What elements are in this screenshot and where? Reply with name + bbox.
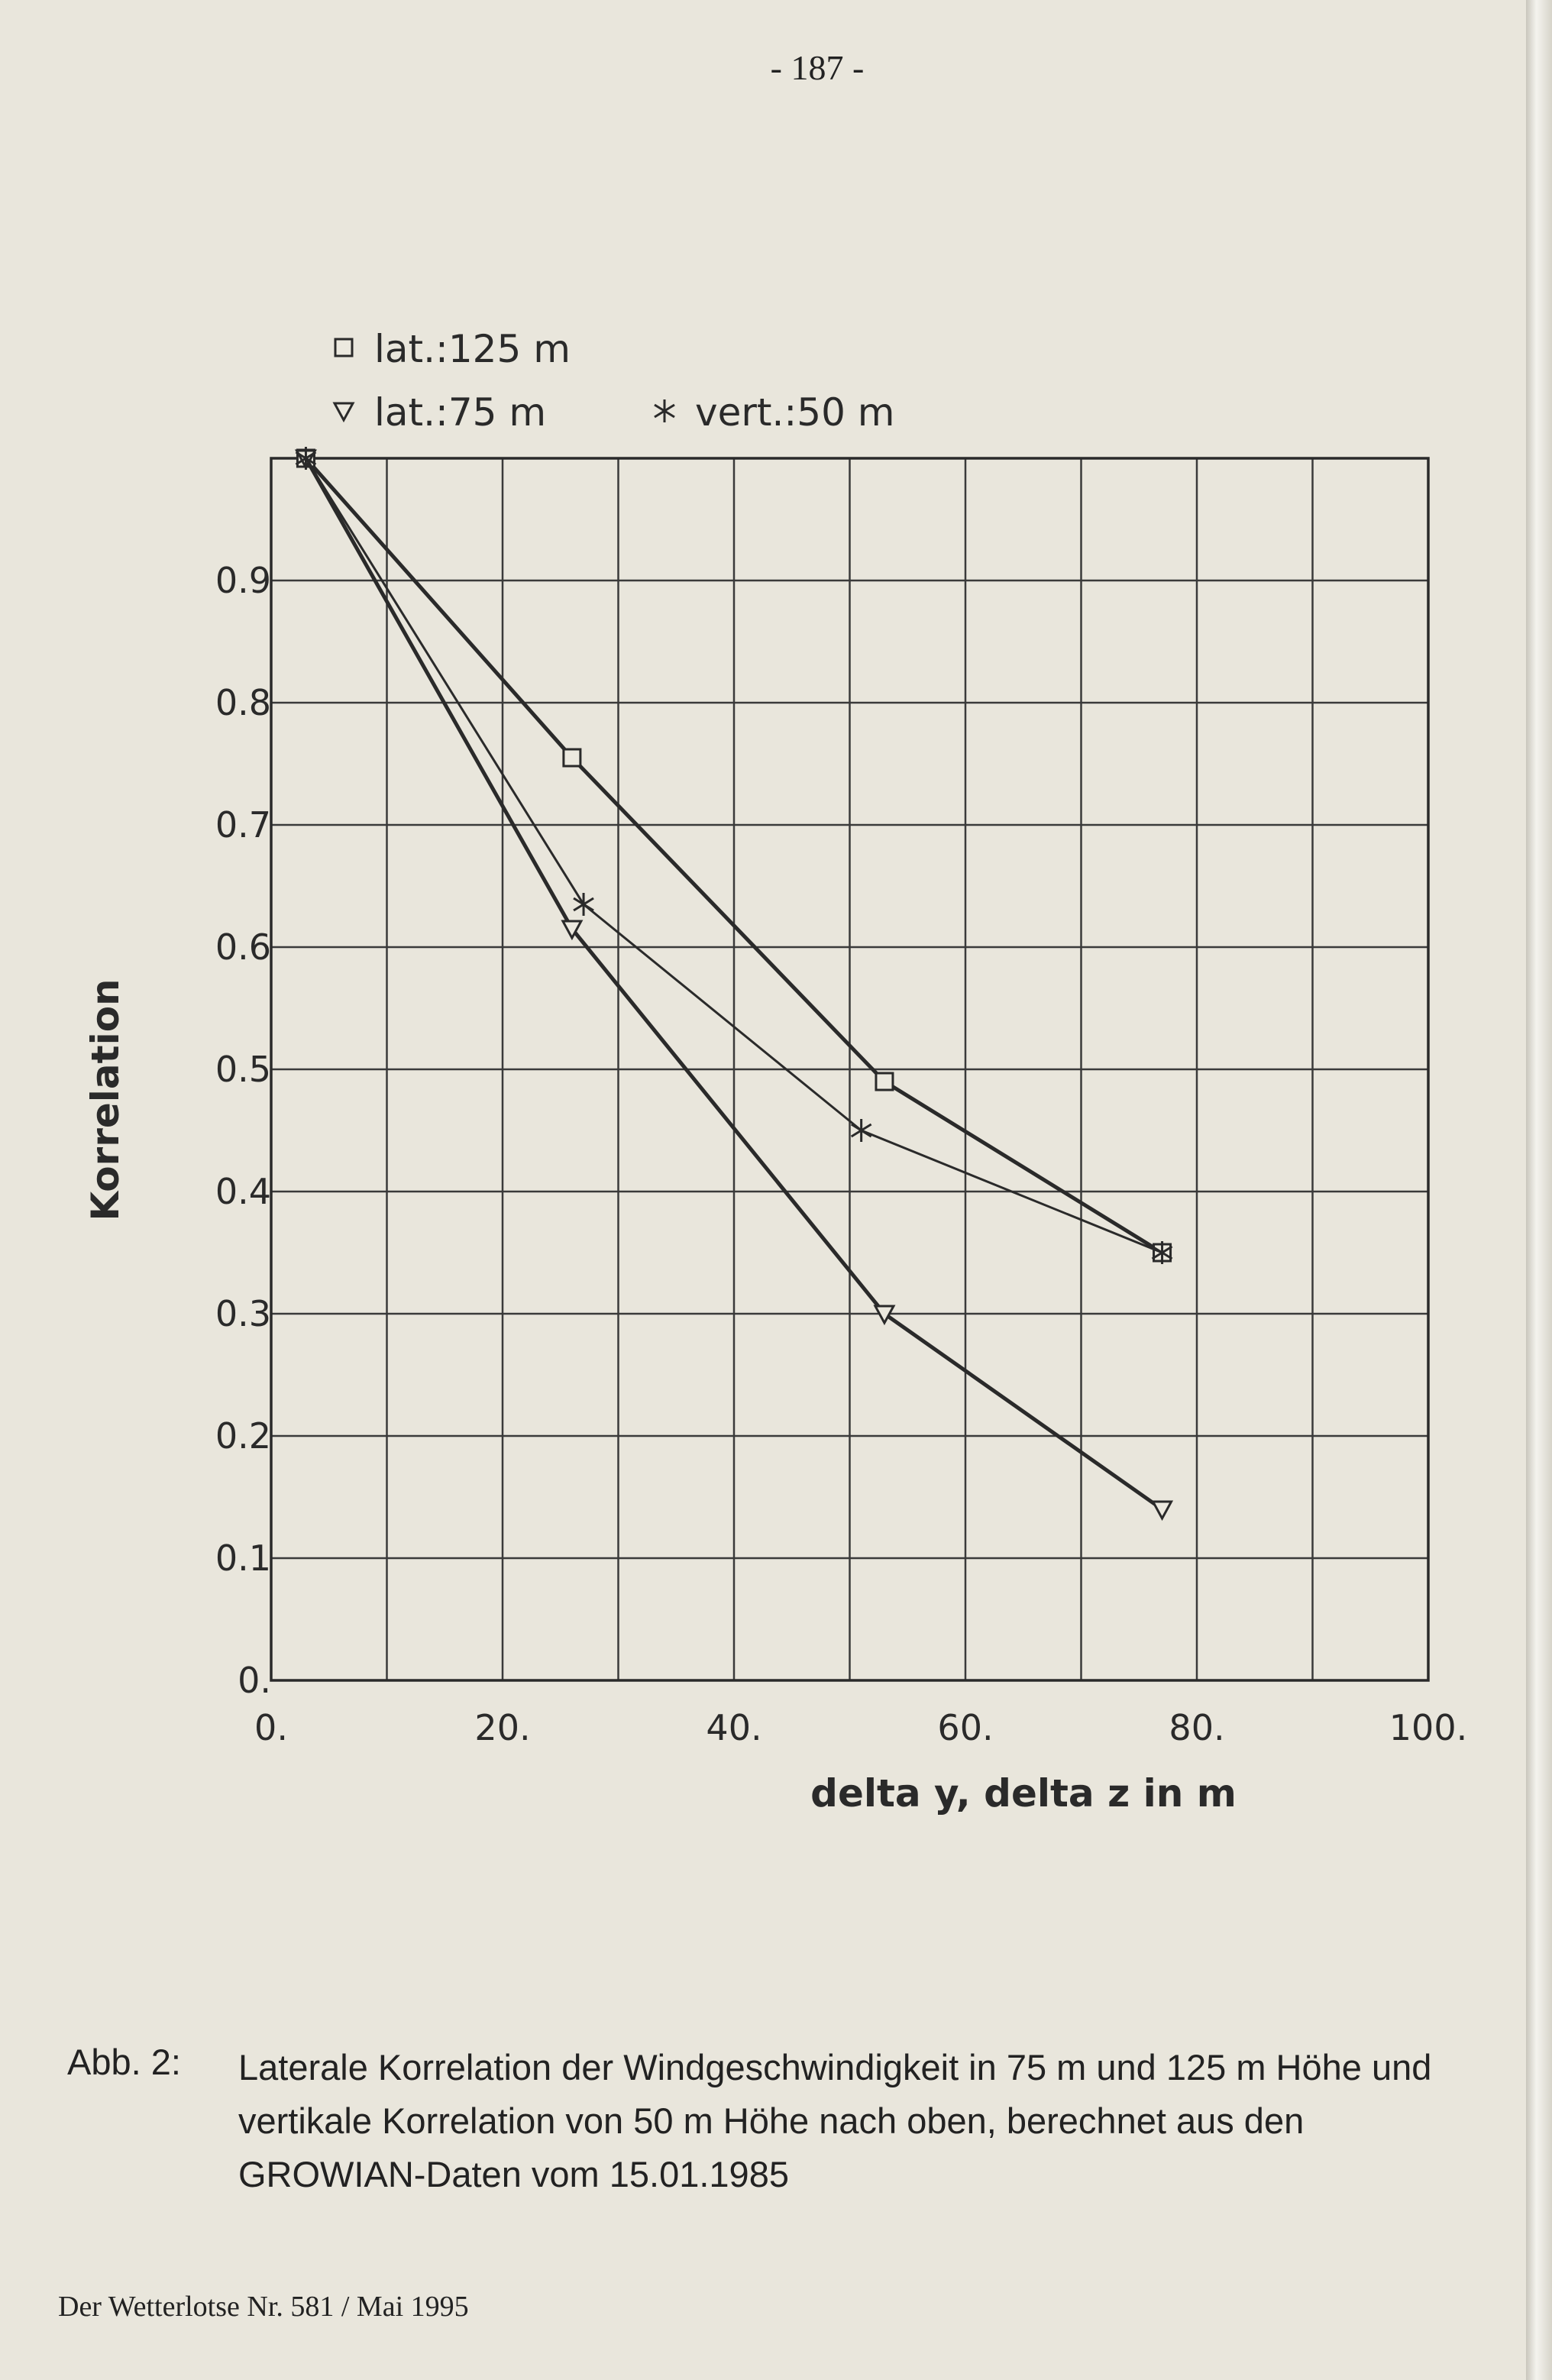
legend-label: vert.:50 m: [695, 390, 895, 435]
data-point-triangle: [335, 403, 353, 420]
y-axis-title: Korrelation: [83, 978, 128, 1221]
axes: [83, 458, 1467, 1816]
grid: [271, 458, 1428, 1680]
data-point-square: [335, 339, 352, 356]
data-point-asterisk: [655, 399, 674, 422]
caption-label: Abb. 2:: [67, 2042, 181, 2082]
footer: Der Wetterlotse Nr. 581 / Mai 1995: [58, 2291, 469, 2323]
y-tick-label: 0.: [238, 1660, 271, 1701]
x-tick-label: 40.: [706, 1707, 762, 1748]
x-tick-label: 0.: [254, 1707, 288, 1748]
legend-item: [655, 390, 894, 435]
data-point-asterisk: [852, 1119, 871, 1142]
x-axis-title: delta y, delta z in m: [810, 1771, 1237, 1816]
y-tick-label: 0.2: [215, 1415, 271, 1457]
data-point-triangle: [1153, 1502, 1172, 1518]
x-tick-label: 60.: [937, 1707, 994, 1748]
y-tick-label: 0.4: [215, 1171, 271, 1212]
x-tick-label: 80.: [1169, 1707, 1225, 1748]
data-point-asterisk: [574, 893, 593, 916]
page-number: - 187 -: [770, 48, 865, 87]
y-tick-label: 0.1: [215, 1538, 271, 1579]
y-tick-label: 0.3: [215, 1293, 271, 1334]
data-point-square: [564, 749, 580, 766]
x-tick-label: 20.: [474, 1707, 531, 1748]
y-tick-label: 0.7: [215, 804, 271, 846]
legend-item: [335, 390, 546, 435]
y-tick-label: 0.6: [215, 926, 271, 968]
legend: [335, 327, 894, 435]
y-tick-label: 0.8: [215, 682, 271, 723]
y-axis-title-group: [83, 978, 128, 1221]
y-tick-label: 0.9: [215, 560, 271, 601]
data-point-square: [876, 1073, 893, 1090]
caption-text: Laterale Korrelation der Windgeschwindigkeit in 75 m und 125 m Höhe und vertikale Korrelation von 50 m Höhe nach oben, berechnet aus den GROWIAN-Daten vom 15.01.1985: [238, 2047, 1432, 2194]
y-tick-label: 0.5: [215, 1049, 271, 1090]
legend-label: lat.:75 m: [374, 390, 547, 435]
legend-item: [335, 327, 571, 371]
legend-label: lat.:125 m: [374, 327, 571, 371]
x-tick-label: 100.: [1389, 1707, 1468, 1748]
